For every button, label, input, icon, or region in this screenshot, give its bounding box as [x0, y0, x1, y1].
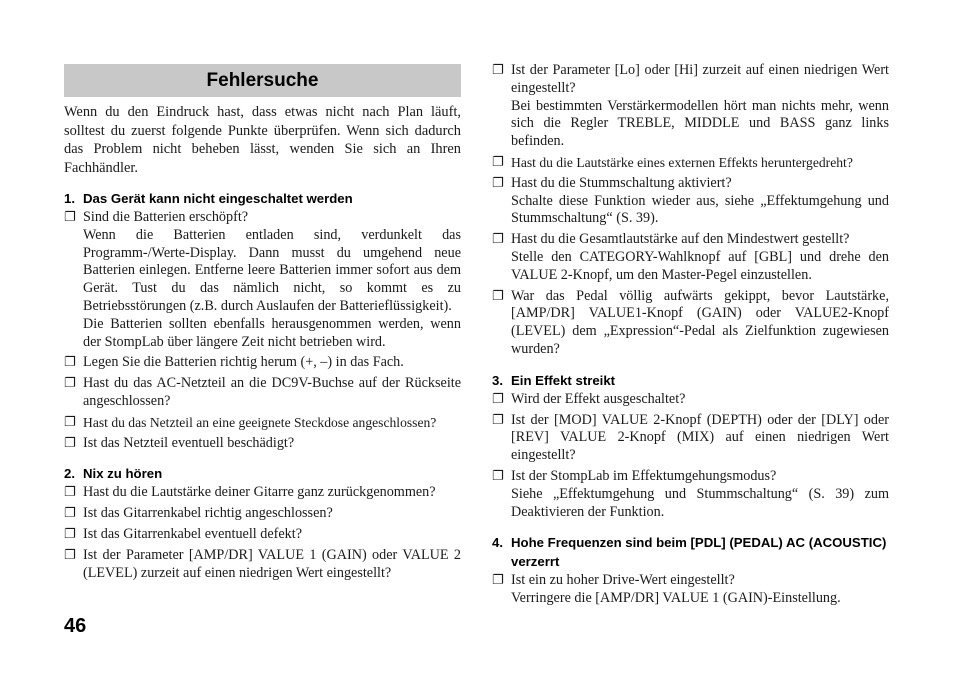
intro-paragraph: Wenn du den Eindruck hast, dass etwas nicht nach Plan läuft, solltest du zuerst folgende Punkte überprüfen. Wenn sich dadurch das Problem nicht beheben lässt, wenden Sie sich an Ihren Fachhändler. — [64, 104, 461, 176]
item-question: Ist das Gitarrenkabel eventuell defekt? — [83, 525, 303, 542]
checkbox-icon: ❐ — [492, 391, 504, 407]
list-item — [64, 484, 461, 502]
title-bar — [64, 64, 461, 97]
section-heading — [492, 371, 889, 390]
section-heading — [64, 189, 461, 208]
item-answer: Schalte diese Funktion wieder aus, siehe „Effektumgehung und Stummschaltung“ (S. 39). — [511, 192, 889, 227]
section-number: 2. — [64, 466, 75, 482]
checkbox-icon: ❐ — [64, 485, 76, 501]
item-question: Hast du die Lautstärke deiner Gitarre ganz zurückgenommen? — [83, 484, 436, 501]
checkbox-icon: ❐ — [64, 506, 76, 522]
checkbox-icon: ❐ — [64, 355, 76, 371]
item-question: Ist ein zu hoher Drive-Wert eingestellt? — [511, 572, 735, 589]
list-item — [492, 288, 889, 359]
checkbox-icon: ❐ — [64, 376, 76, 392]
page-number: 46 — [64, 615, 87, 637]
checkbox-icon: ❐ — [492, 63, 504, 78]
page-title: Fehlersuche — [206, 69, 319, 91]
list-item — [64, 209, 461, 351]
item-question: Hast du die Lautstärke eines externen Effekts heruntergedreht? — [511, 154, 853, 170]
list-item — [492, 572, 889, 608]
checkbox-icon: ❐ — [492, 468, 504, 484]
section-title: Nix zu hören — [83, 466, 163, 482]
list-item — [64, 354, 461, 372]
checkbox-icon: ❐ — [492, 412, 504, 428]
list-item — [64, 526, 461, 544]
list-item — [492, 175, 889, 228]
checkbox-icon: ❐ — [492, 154, 504, 170]
section-heading — [492, 533, 889, 571]
checkbox-icon: ❐ — [64, 210, 76, 225]
section-title: Das Gerät kann nicht eingeschaltet werden — [83, 191, 353, 206]
list-item — [492, 468, 889, 521]
section-number: 4. — [492, 535, 503, 551]
checkbox-icon: ❐ — [64, 547, 76, 563]
section-number: 1. — [64, 191, 75, 206]
item-question: Wird der Effekt ausgeschaltet? — [511, 390, 686, 407]
item-answer: Bei bestimmten Verstärkermodellen hört man nichts mehr, wenn sich die Regler TREBLE, MIDDLE und BASS ganz links befinden. — [511, 97, 889, 150]
list-item — [64, 375, 461, 411]
item-question: War das Pedal völlig aufwärts gekippt, bevor Lautstärke, [AMP/DR] VALUE1-Knopf (GAIN) oder VALUE2-Knopf (LEVEL) dem „Expression“-Pedal als Zielfunktion zugewiesen wurden? — [511, 287, 889, 357]
checkbox-icon: ❐ — [492, 288, 504, 304]
item-question: Hast du das Netzteil an eine geeignete Steckdose angeschlossen? — [83, 414, 437, 430]
section-title: Hohe Frequenzen sind beim [PDL] (PEDAL) AC (ACOUSTIC) verzerrt — [511, 535, 887, 570]
item-question: Ist der StompLab im Effektumgehungsmodus? — [511, 467, 777, 484]
checkbox-icon: ❐ — [64, 414, 76, 430]
list-item — [64, 505, 461, 523]
item-question: Ist der Parameter [AMP/DR] VALUE 1 (GAIN) oder VALUE 2 (LEVEL) zurzeit auf einen niedrigen Wert eingestellt? — [83, 546, 461, 581]
checkbox-icon: ❐ — [492, 573, 504, 589]
list-item — [492, 412, 889, 465]
item-question: Ist der [MOD] VALUE 2-Knopf (DEPTH) oder der [DLY] oder [REV] VALUE 2-Knopf (MIX) auf einen niedrigen Wert eingestellt? — [511, 411, 889, 464]
right-column — [492, 62, 889, 611]
section-heading — [64, 464, 461, 483]
section-number: 3. — [492, 372, 503, 388]
item-question: Ist der Parameter [Lo] oder [Hi] zurzeit auf einen niedrigen Wert eingestellt? — [511, 62, 889, 96]
checkbox-icon: ❐ — [492, 232, 504, 248]
item-question: Ist das Netzteil eventuell beschädigt? — [83, 434, 295, 451]
checkbox-icon: ❐ — [64, 435, 76, 451]
list-item — [64, 435, 461, 453]
left-column — [64, 60, 461, 585]
item-question: Sind die Batterien erschöpft? — [83, 209, 249, 225]
item-answer: Wenn die Batterien entladen sind, verdunkelt das Programm-/Werte-Display. Dann musst du umgehend neue Batterien einlegen. Entferne leere Batterien immer sofort aus dem Gerät. Tust du das nämlich nicht, so kommt es zu Betriebsstörungen (z.B. durch Auslaufen der Batterieflüssigkeit). — [83, 226, 461, 314]
checkbox-icon: ❐ — [492, 175, 504, 191]
item-answer: Siehe „Effektumgehung und Stummschaltung“ (S. 39) zum Deaktivieren der Funktion. — [511, 485, 889, 520]
item-answer: Verringere die [AMP/DR] VALUE 1 (GAIN)-Einstellung. — [511, 590, 841, 607]
item-question: Legen Sie die Batterien richtig herum (+, –) in das Fach. — [83, 354, 404, 371]
list-item — [492, 231, 889, 284]
list-item — [492, 62, 889, 151]
item-answer: Stelle den CATEGORY-Wahlknopf auf [GBL] und drehe den VALUE 2-Knopf, um den Master-Pegel einzustellen. — [511, 248, 889, 283]
list-item — [64, 414, 461, 432]
list-item — [492, 391, 889, 409]
item-question: Hast du die Gesamtlautstärke auf den Mindestwert gestellt? — [511, 231, 850, 248]
item-question: Hast du die Stummschaltung aktiviert? — [511, 174, 732, 191]
checkbox-icon: ❐ — [64, 526, 76, 542]
list-item — [64, 547, 461, 583]
item-answer: Die Batterien sollten ebenfalls herausgenommen werden, wenn der StompLab über längere Zeit nicht betrieben wird. — [83, 315, 461, 350]
item-question: Hast du das AC-Netzteil an die DC9V-Buchse auf der Rückseite angeschlossen? — [83, 375, 461, 409]
section-title: Ein Effekt streikt — [511, 372, 616, 388]
list-item — [492, 154, 889, 172]
item-question: Ist das Gitarrenkabel richtig angeschlossen? — [83, 505, 333, 522]
